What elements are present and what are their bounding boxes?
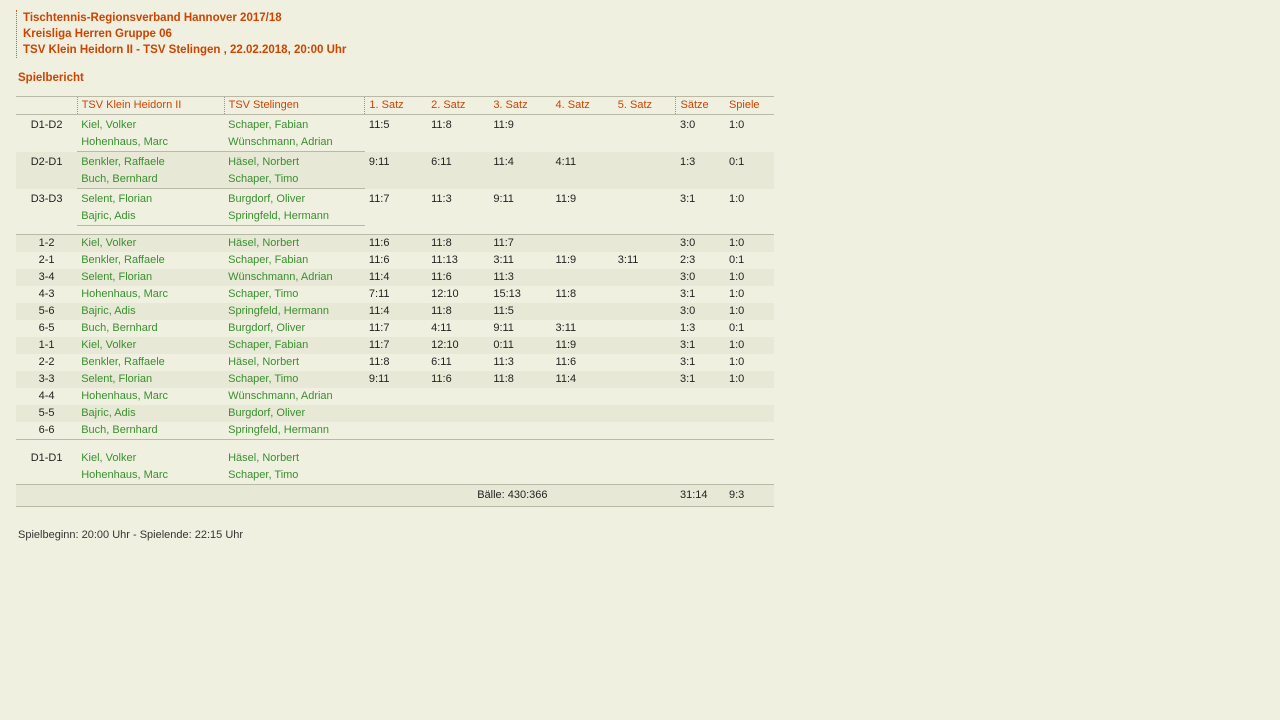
cell-set-2 [427,448,489,485]
cell-home-player: Buch, Bernhard [77,171,224,189]
table-row [16,422,774,440]
cell-spiele [725,448,774,485]
cell-home-player: Selent, Florian [77,269,224,286]
cell-away-player: Schaper, Fabian [224,115,365,135]
match-fixture-line: TSV Klein Heidorn II - TSV Stelingen , 22.02.2018, 20:00 Uhr [23,44,347,56]
cell-spiele: 1:0 [725,235,774,253]
cell-set-5 [614,337,676,354]
cell-set-2: 11:13 [427,252,489,269]
cell-away-player: Häsel, Norbert [224,354,365,371]
cell-spiele: 1:0 [725,337,774,354]
cell-spiele: 0:1 [725,152,774,189]
cell-set-2: 11:3 [427,189,489,226]
cell-away-player: Schaper, Timo [224,286,365,303]
cell-home-player: Selent, Florian [77,189,224,209]
cell-set-2: 4:11 [427,320,489,337]
league-group-line: Kreisliga Herren Gruppe 06 [23,28,172,40]
cell-away-player: Schaper, Fabian [224,337,365,354]
cell-spiele: 1:0 [725,115,774,152]
cell-set-5 [614,354,676,371]
cell-pair: 6-6 [16,422,77,440]
cell-home-player: Kiel, Volker [77,448,224,467]
cell-away-player: Wünschmann, Adrian [224,269,365,286]
cell-saetze [676,405,725,422]
cell-away-player: Schaper, Timo [224,171,365,189]
cell-spiele: 1:0 [725,269,774,286]
cell-saetze: 3:0 [676,269,725,286]
cell-home-player: Benkler, Raffaele [77,252,224,269]
cell-saetze: 3:0 [676,303,725,320]
total-spiele: 9:3 [725,485,774,507]
totals-row [16,485,774,507]
cell-saetze: 3:1 [676,371,725,388]
column-header-saetze: Sätze [676,97,725,115]
table-row [16,189,774,209]
cell-pair: D1-D2 [16,115,77,152]
cell-set-5 [614,405,676,422]
table-row [16,286,774,303]
cell-set-3: 11:3 [489,354,551,371]
cell-saetze: 3:1 [676,189,725,226]
cell-set-1: 11:7 [365,337,427,354]
cell-home-player: Hohenhaus, Marc [77,388,224,405]
cell-saetze: 3:1 [676,337,725,354]
table-row [16,388,774,405]
cell-set-4: 11:9 [552,189,614,226]
cell-set-1: 11:8 [365,354,427,371]
table-row [16,303,774,320]
cell-set-4 [552,388,614,405]
cell-away-player: Schaper, Timo [224,467,365,485]
cell-away-player: Häsel, Norbert [224,235,365,253]
cell-home-player: Kiel, Volker [77,115,224,135]
column-header-set-4: 4. Satz [552,97,614,115]
cell-set-4 [552,405,614,422]
cell-set-1: 9:11 [365,152,427,189]
column-header-spiele: Spiele [725,97,774,115]
cell-saetze: 3:0 [676,235,725,253]
cell-pair: 3-4 [16,269,77,286]
table-row [16,269,774,286]
cell-spiele: 0:1 [725,320,774,337]
cell-home-player: Kiel, Volker [77,235,224,253]
cell-spiele [725,388,774,405]
cell-saetze [676,388,725,405]
column-header-set-5: 5. Satz [614,97,676,115]
cell-set-3: 11:4 [489,152,551,189]
cell-away-player: Häsel, Norbert [224,448,365,467]
cell-home-player: Bajric, Adis [77,208,224,226]
cell-pair: 5-6 [16,303,77,320]
total-saetze: 31:14 [676,485,725,507]
cell-set-2: 6:11 [427,354,489,371]
cell-set-5 [614,371,676,388]
cell-set-4: 3:11 [552,320,614,337]
cell-set-1 [365,388,427,405]
cell-away-player: Wünschmann, Adrian [224,134,365,152]
cell-away-player: Burgdorf, Oliver [224,189,365,209]
cell-saetze [676,422,725,440]
column-header-set-1: 1. Satz [365,97,427,115]
cell-home-player: Hohenhaus, Marc [77,467,224,485]
cell-set-5 [614,235,676,253]
cell-pair: D1-D1 [16,448,77,485]
cell-set-2: 12:10 [427,337,489,354]
cell-set-3: 0:11 [489,337,551,354]
cell-set-1: 7:11 [365,286,427,303]
cell-pair: 4-3 [16,286,77,303]
cell-set-3: 11:3 [489,269,551,286]
cell-set-1: 11:7 [365,320,427,337]
cell-home-player: Bajric, Adis [77,303,224,320]
cell-away-player: Springfeld, Hermann [224,422,365,440]
cell-home-player: Buch, Bernhard [77,320,224,337]
cell-home-player: Buch, Bernhard [77,422,224,440]
section-spacer [16,226,774,235]
cell-saetze: 3:0 [676,115,725,152]
cell-set-5 [614,422,676,440]
cell-set-3: 11:7 [489,235,551,253]
table-row [16,405,774,422]
cell-saetze: 1:3 [676,152,725,189]
cell-set-2: 12:10 [427,286,489,303]
cell-set-4: 11:9 [552,337,614,354]
cell-set-2 [427,422,489,440]
cell-set-4 [552,269,614,286]
cell-set-4 [552,422,614,440]
cell-pair: 4-4 [16,388,77,405]
table-row [16,337,774,354]
cell-set-5 [614,448,676,485]
cell-set-1: 9:11 [365,371,427,388]
cell-pair: 1-2 [16,235,77,253]
cell-set-3: 11:9 [489,115,551,152]
cell-set-5: 3:11 [614,252,676,269]
cell-home-player: Selent, Florian [77,371,224,388]
cell-set-2: 11:6 [427,269,489,286]
cell-away-player: Wünschmann, Adrian [224,388,365,405]
match-report-table [16,96,774,507]
cell-set-3: 11:5 [489,303,551,320]
cell-set-3: 3:11 [489,252,551,269]
cell-set-4: 11:4 [552,371,614,388]
cell-spiele: 1:0 [725,371,774,388]
table-row [16,371,774,388]
cell-set-1 [365,422,427,440]
cell-set-2: 11:8 [427,235,489,253]
cell-set-4: 4:11 [552,152,614,189]
cell-away-player: Burgdorf, Oliver [224,320,365,337]
cell-pair: D2-D1 [16,152,77,189]
cell-set-3 [489,405,551,422]
cell-saetze: 3:1 [676,286,725,303]
cell-set-1 [365,405,427,422]
cell-spiele: 1:0 [725,189,774,226]
cell-spiele: 1:0 [725,286,774,303]
table-header-row [16,97,774,115]
cell-saetze: 2:3 [676,252,725,269]
cell-spiele: 1:0 [725,303,774,320]
cell-set-3 [489,388,551,405]
table-row [16,252,774,269]
cell-saetze: 1:3 [676,320,725,337]
cell-pair: 1-1 [16,337,77,354]
cell-set-2: 11:6 [427,371,489,388]
column-header-set-3: 3. Satz [489,97,551,115]
cell-set-4: 11:9 [552,252,614,269]
cell-away-player: Springfeld, Hermann [224,208,365,226]
cell-pair: 3-3 [16,371,77,388]
cell-set-5 [614,303,676,320]
column-header-pair [16,97,77,115]
cell-pair: 2-1 [16,252,77,269]
cell-set-5 [614,286,676,303]
cell-set-1: 11:4 [365,269,427,286]
cell-set-4 [552,235,614,253]
cell-home-player: Kiel, Volker [77,337,224,354]
cell-away-player: Burgdorf, Oliver [224,405,365,422]
table-row [16,152,774,172]
cell-away-player: Schaper, Timo [224,371,365,388]
cell-saetze: 3:1 [676,354,725,371]
cell-away-player: Schaper, Fabian [224,252,365,269]
table-row [16,448,774,467]
cell-set-5 [614,269,676,286]
cell-set-1: 11:7 [365,189,427,226]
cell-set-4: 11:8 [552,286,614,303]
cell-set-4 [552,115,614,152]
column-header-set-2: 2. Satz [427,97,489,115]
cell-set-3: 9:11 [489,189,551,226]
cell-set-4 [552,303,614,320]
column-header-home-team: TSV Klein Heidorn II [77,97,224,115]
cell-set-5 [614,115,676,152]
match-header [16,10,1264,58]
cell-set-2 [427,388,489,405]
cell-set-2: 11:8 [427,115,489,152]
table-row [16,354,774,371]
cell-pair: D3-D3 [16,189,77,226]
cell-set-5 [614,152,676,189]
cell-set-2: 11:8 [427,303,489,320]
page-title: Spielbericht [18,72,84,84]
cell-spiele [725,405,774,422]
cell-set-2: 6:11 [427,152,489,189]
cell-set-4: 11:6 [552,354,614,371]
table-body [16,115,774,507]
cell-home-player: Benkler, Raffaele [77,152,224,172]
cell-spiele [725,422,774,440]
cell-home-player: Hohenhaus, Marc [77,286,224,303]
cell-set-1: 11:4 [365,303,427,320]
cell-set-5 [614,388,676,405]
cell-set-1 [365,448,427,485]
table-row [16,320,774,337]
cell-home-player: Bajric, Adis [77,405,224,422]
cell-set-2 [427,405,489,422]
cell-set-3 [489,422,551,440]
cell-home-player: Hohenhaus, Marc [77,134,224,152]
table-row [16,115,774,135]
match-time-note: Spielbeginn: 20:00 Uhr - Spielende: 22:15 Uhr [18,529,244,541]
cell-spiele: 1:0 [725,354,774,371]
cell-set-3: 11:8 [489,371,551,388]
cell-pair: 5-5 [16,405,77,422]
cell-away-player: Springfeld, Hermann [224,303,365,320]
cell-set-1: 11:5 [365,115,427,152]
cell-set-5 [614,189,676,226]
cell-set-5 [614,320,676,337]
column-header-away-team: TSV Stelingen [224,97,365,115]
cell-spiele: 0:1 [725,252,774,269]
cell-set-3: 15:13 [489,286,551,303]
cell-set-3: 9:11 [489,320,551,337]
section-spacer [16,440,774,449]
cell-set-3 [489,448,551,485]
table-row [16,235,774,253]
cell-pair: 6-5 [16,320,77,337]
cell-saetze [676,448,725,485]
cell-set-4 [552,448,614,485]
cell-pair: 2-2 [16,354,77,371]
cell-home-player: Benkler, Raffaele [77,354,224,371]
cell-set-1: 11:6 [365,252,427,269]
cell-set-1: 11:6 [365,235,427,253]
league-season-line: Tischtennis-Regionsverband Hannover 2017/18 [23,12,282,24]
cell-away-player: Häsel, Norbert [224,152,365,172]
total-balls: Bälle: 430:366 [16,485,552,507]
